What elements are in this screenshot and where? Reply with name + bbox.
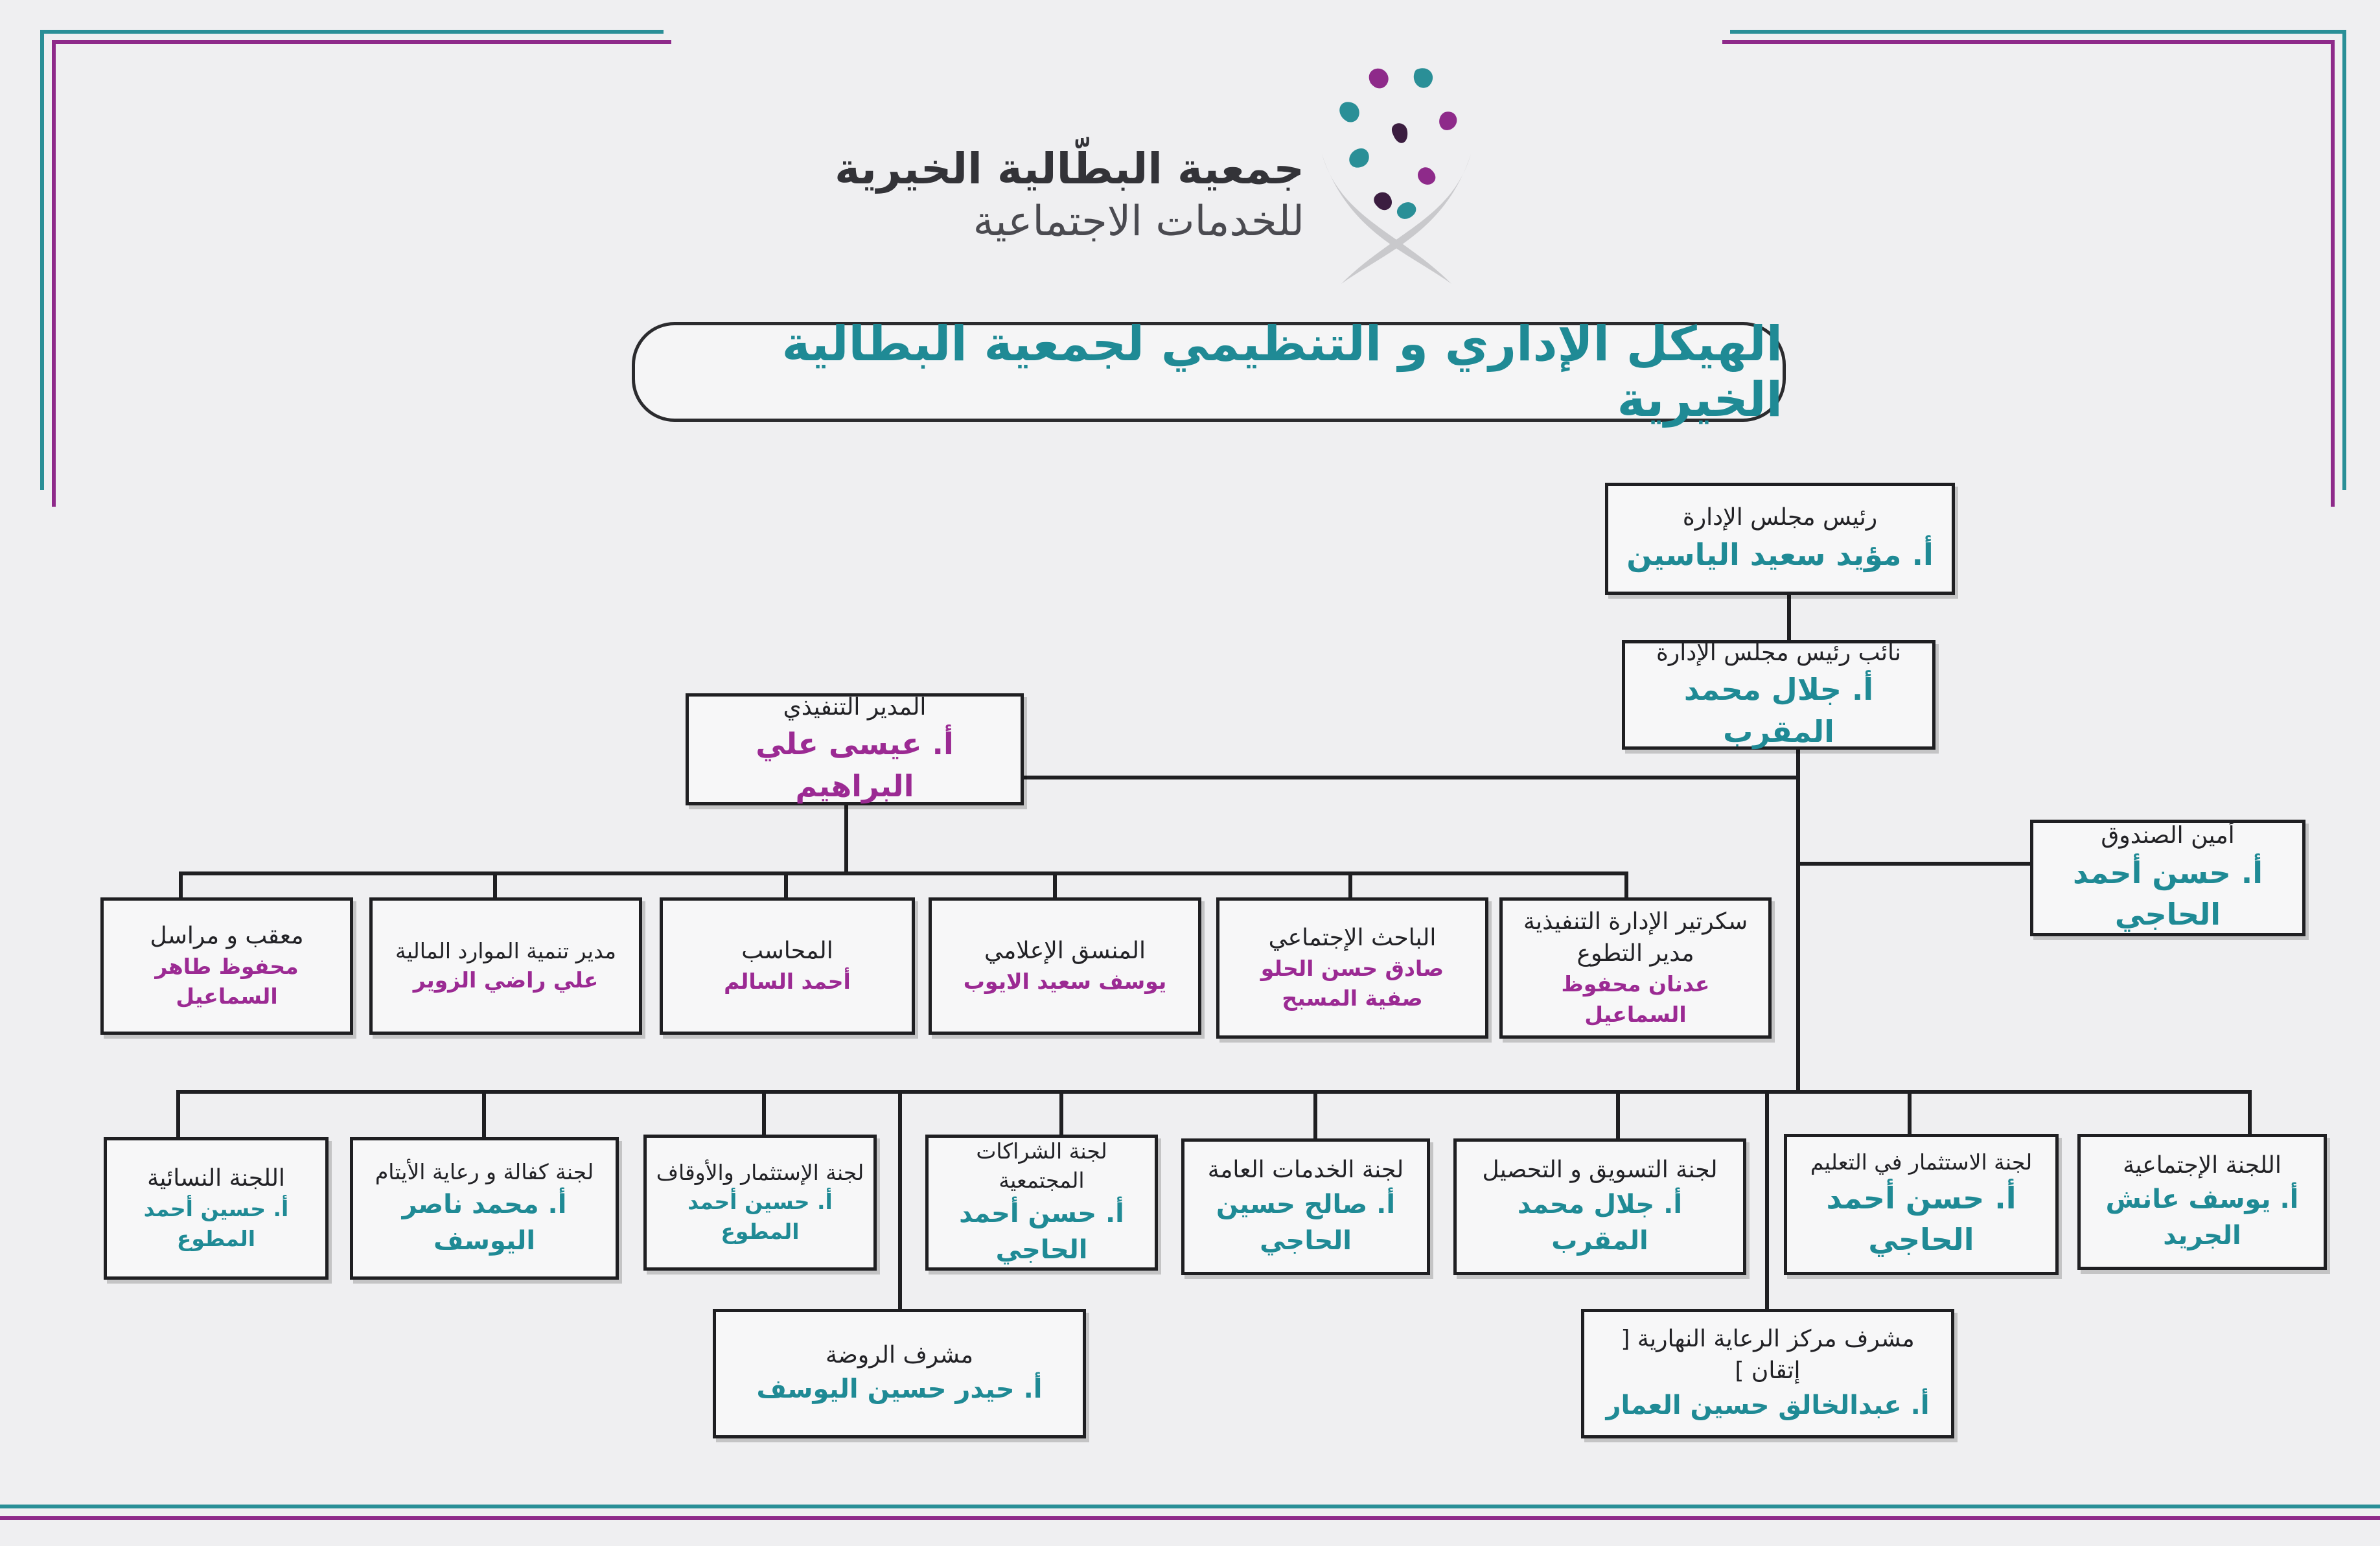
node-staff-courier-name: محفوظ طاهر السماعيل [155, 954, 299, 1010]
node-committee-social-role: اللجنة الإجتماعية [2123, 1151, 2282, 1179]
node-executive-director-name: أ. عيسى علي البراهيم [756, 726, 954, 803]
connector-exec-horizontal [1022, 776, 1800, 779]
organization-name-line2: للخدمات الاجتماعية [973, 198, 1304, 246]
node-daycare-supervisor [1581, 1309, 1954, 1438]
node-staff-social-researcher-role: الباحث الإجتماعي [1268, 924, 1437, 951]
node-kindergarten-supervisor-role: مشرف الروضة [825, 1341, 974, 1368]
node-staff-secretary-role: سكرتير الإدارة التنفيذية [1523, 908, 1748, 936]
connector-committee-drop-6 [1313, 1090, 1317, 1140]
node-treasurer-role: أمين الصندوق [2101, 822, 2235, 849]
connector-staff-drop-1 [179, 871, 183, 897]
node-committee-orphans-name: أ. محمد ناصر اليوسف [402, 1190, 567, 1256]
frame-line-right-teal [2342, 30, 2346, 490]
node-committee-orphans [350, 1137, 619, 1280]
connector-committee-drop-10 [2248, 1090, 2252, 1140]
connector-staff-drop-3 [784, 871, 788, 897]
connector-committee-drop-5 [1059, 1090, 1063, 1140]
frame-line-bottom-teal [0, 1505, 2380, 1508]
node-staff-media-coordinator [929, 897, 1201, 1035]
node-executive-director [686, 693, 1024, 805]
connector-staff-drop-4 [1053, 871, 1057, 897]
node-committee-marketing [1453, 1138, 1746, 1275]
node-staff-resources-manager-name: علي راضي الزوير [413, 967, 599, 993]
frame-line-left-purple [52, 40, 56, 507]
connector-committee-drop-3 [762, 1090, 766, 1140]
node-staff-courier-role: معقب و مراسل [150, 922, 304, 949]
node-staff-media-coordinator-role: المنسق الإعلامي [984, 937, 1146, 964]
node-kindergarten-supervisor [713, 1309, 1086, 1438]
connector-vice-trunk [1796, 748, 1800, 1092]
node-committee-education-role: لجنة الاستثمار في التعليم [1810, 1149, 2033, 1175]
connector-chair-vice [1787, 595, 1791, 640]
node-committee-women-name: أ. حسين أحمد المطوع [143, 1196, 289, 1252]
node-staff-resources-manager [369, 897, 642, 1035]
frame-line-top-right-teal [1730, 30, 2346, 34]
node-committee-investment-role: لجنة الإستثمار والأوقاف [656, 1159, 864, 1185]
connector-treasurer [1796, 862, 2030, 866]
node-chairman [1605, 483, 1955, 595]
node-committee-investment-name: أ. حسين أحمد المطوع [687, 1189, 833, 1245]
connector-committee-drop-9 [1908, 1090, 1912, 1140]
node-committee-public-services-name: أ. صالح حسين الحاجي [1216, 1189, 1396, 1256]
frame-line-left-teal [40, 30, 44, 490]
node-chairman-name: أ. مؤيد سعيد الياسين [1626, 536, 1934, 572]
page-title: الهيكل الإداري و التنظيمي لجمعية البطالية الخيرية [632, 322, 1786, 422]
node-staff-courier [100, 897, 353, 1035]
node-committee-social [2077, 1134, 2327, 1270]
node-staff-accountant-name: أحمد السالم [724, 969, 851, 995]
connector-committee-drop-7 [1616, 1090, 1620, 1140]
frame-line-top-right-purple [1722, 40, 2335, 44]
node-committee-marketing-name: أ. جلال محمد المقرب [1517, 1189, 1683, 1256]
node-staff-social-researcher-name2: صفية المسبح [1282, 986, 1423, 1011]
node-committee-marketing-role: لجنة التسويق و التحصيل [1482, 1157, 1718, 1184]
node-staff-media-coordinator-name: يوسف سعيد الايوب [963, 969, 1167, 995]
connector-committee-drop-4 [898, 1090, 902, 1310]
frame-line-right-purple [2331, 40, 2335, 507]
frame-line-top-left-teal [40, 30, 664, 34]
node-vice-chairman-name: أ. جلال محمد المقرب [1683, 672, 1874, 749]
node-committee-public-services [1181, 1138, 1430, 1275]
organization-name-line1: جمعية البطّالية الخيرية [835, 144, 1304, 194]
node-staff-accountant-role: المحاسب [741, 937, 833, 964]
node-committee-education [1784, 1134, 2059, 1275]
node-committee-investment [643, 1135, 877, 1271]
node-daycare-supervisor-name: أ. عبدالخالق حسين العمار [1606, 1390, 1930, 1420]
node-kindergarten-supervisor-name: أ. حيدر حسين اليوسف [756, 1374, 1043, 1405]
connector-committee-drop-2 [482, 1090, 486, 1140]
node-committee-orphans-role: لجنة كفالة و رعاية الأيتام [375, 1159, 594, 1184]
node-treasurer [2030, 820, 2305, 936]
node-committee-public-services-role: لجنة الخدمات العامة [1207, 1157, 1404, 1184]
connector-staff-drop-5 [1348, 871, 1352, 897]
organization-logo-icon [1302, 57, 1490, 290]
connector-staff-drop-2 [493, 871, 497, 897]
connector-staff-drop-6 [1624, 871, 1628, 897]
node-committee-women [104, 1137, 329, 1280]
node-staff-social-researcher-name: صادق حسن الحلو [1260, 956, 1444, 982]
node-executive-director-role: المدير التنفيذي [783, 693, 927, 721]
node-daycare-supervisor-role: مشرف مركز الرعاية النهارية [ إتقان ] [1621, 1326, 1915, 1384]
node-staff-social-researcher [1216, 897, 1488, 1039]
node-committee-education-name: أ. حسن أحمد الحاجي [1826, 1180, 2016, 1258]
frame-line-bottom-purple [0, 1516, 2380, 1520]
node-staff-secretary [1499, 897, 1772, 1039]
connector-staff-bus [179, 871, 1628, 875]
node-vice-chairman-role: نائب رئيس مجلس الإدارة [1656, 639, 1901, 666]
connector-exec-down [844, 805, 848, 873]
node-staff-secretary-role2: مدير التطوع [1577, 940, 1694, 967]
node-chairman-role: رئيس مجلس الإدارة [1682, 504, 1878, 531]
connector-committee-drop-1 [176, 1090, 180, 1140]
node-staff-secretary-name: عدنان محفوظ السماعيل [1561, 971, 1710, 1027]
connector-committee-bus [176, 1090, 2252, 1094]
node-committee-partnerships-role: لجنة الشراكات المجتمعية [976, 1138, 1107, 1193]
frame-line-top-left-purple [52, 40, 671, 44]
node-committee-women-role: اللجنة النسائية [147, 1164, 285, 1192]
node-committee-partnerships [925, 1135, 1158, 1271]
node-committee-partnerships-name: أ. حسن أحمد الحاجي [959, 1198, 1124, 1265]
connector-committee-drop-8 [1765, 1090, 1769, 1310]
node-treasurer-name: أ. حسن أحمد الحاجي [2073, 855, 2263, 932]
node-staff-resources-manager-role: مدير تنمية الموارد المالية [395, 938, 616, 963]
node-committee-social-name: أ. يوسف عانش الجريد [2105, 1184, 2299, 1251]
node-staff-accountant [660, 897, 915, 1035]
node-vice-chairman [1622, 640, 1935, 750]
